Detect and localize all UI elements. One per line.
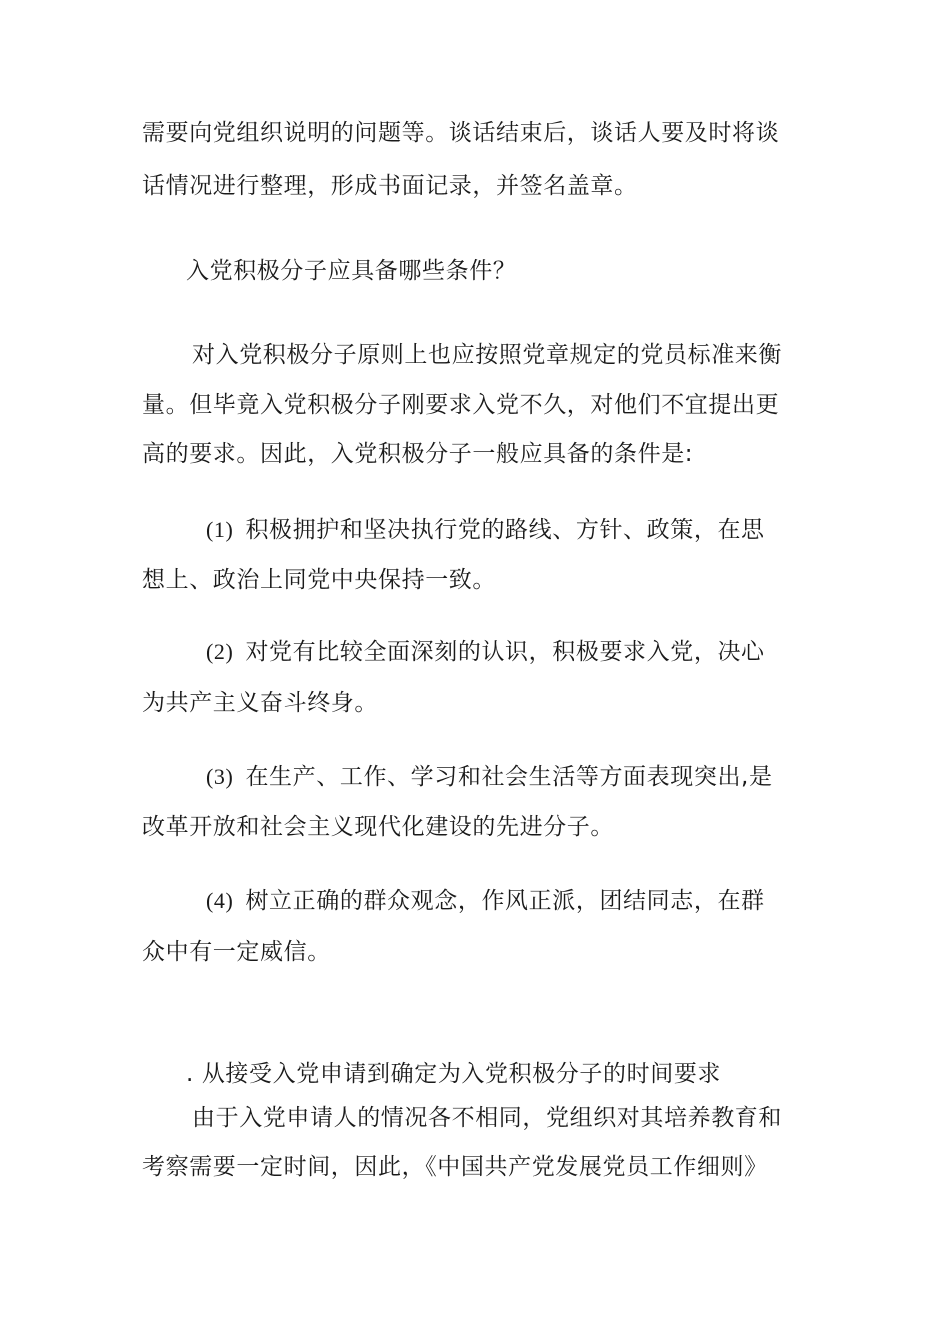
paragraph-line: 量。但毕竟入党积极分子刚要求入党不久，对他们不宜提出更 [142,392,780,418]
condition-item-line: 想上、政治上同党中央保持一致。 [142,567,496,593]
condition-text: 在生产、工作、学习和社会生活等方面表现突出,是 [245,764,773,790]
condition-number: (1) [206,517,234,542]
paragraph-line: 高的要求。因此，入党积极分子一般应具备的条件是: [142,441,694,467]
condition-item-line: 为共产主义奋斗终身。 [142,690,378,716]
paragraph-line: 需要向党组织说明的问题等。谈话结束后，谈话人要及时将谈 [142,120,780,146]
condition-number: (3) [206,764,234,789]
condition-item-line [206,762,773,792]
section-heading: . 从接受入党申请到确定为入党积极分子的时间要求 [186,1061,722,1087]
condition-item-line [206,515,765,545]
condition-item-line: 众中有一定威信。 [142,939,331,965]
condition-item-line [206,637,765,667]
condition-text: 积极拥护和坚决执行党的路线、方针、政策，在思 [245,517,765,543]
section-heading: 入党积极分子应具备哪些条件？ [186,258,517,284]
condition-text: 树立正确的群众观念，作风正派，团结同志，在群 [245,888,765,914]
condition-text: 对党有比较全面深刻的认识，积极要求入党，决心 [245,639,765,665]
condition-item-line: 改革开放和社会主义现代化建设的先进分子。 [142,814,614,840]
paragraph-line: 话情况进行整理，形成书面记录，并签名盖章。 [142,173,638,199]
condition-number: (2) [206,639,234,664]
paragraph-line: 对入党积极分子原则上也应按照党章规定的党员标准来衡 [192,342,782,368]
condition-item-line [206,886,765,916]
paragraph-line: 由于入党申请人的情况各不相同，党组织对其培养教育和 [192,1105,782,1131]
paragraph-line: 考察需要一定时间，因此，《中国共产党发展党员工作细则》 [142,1154,768,1180]
condition-number: (4) [206,888,234,913]
